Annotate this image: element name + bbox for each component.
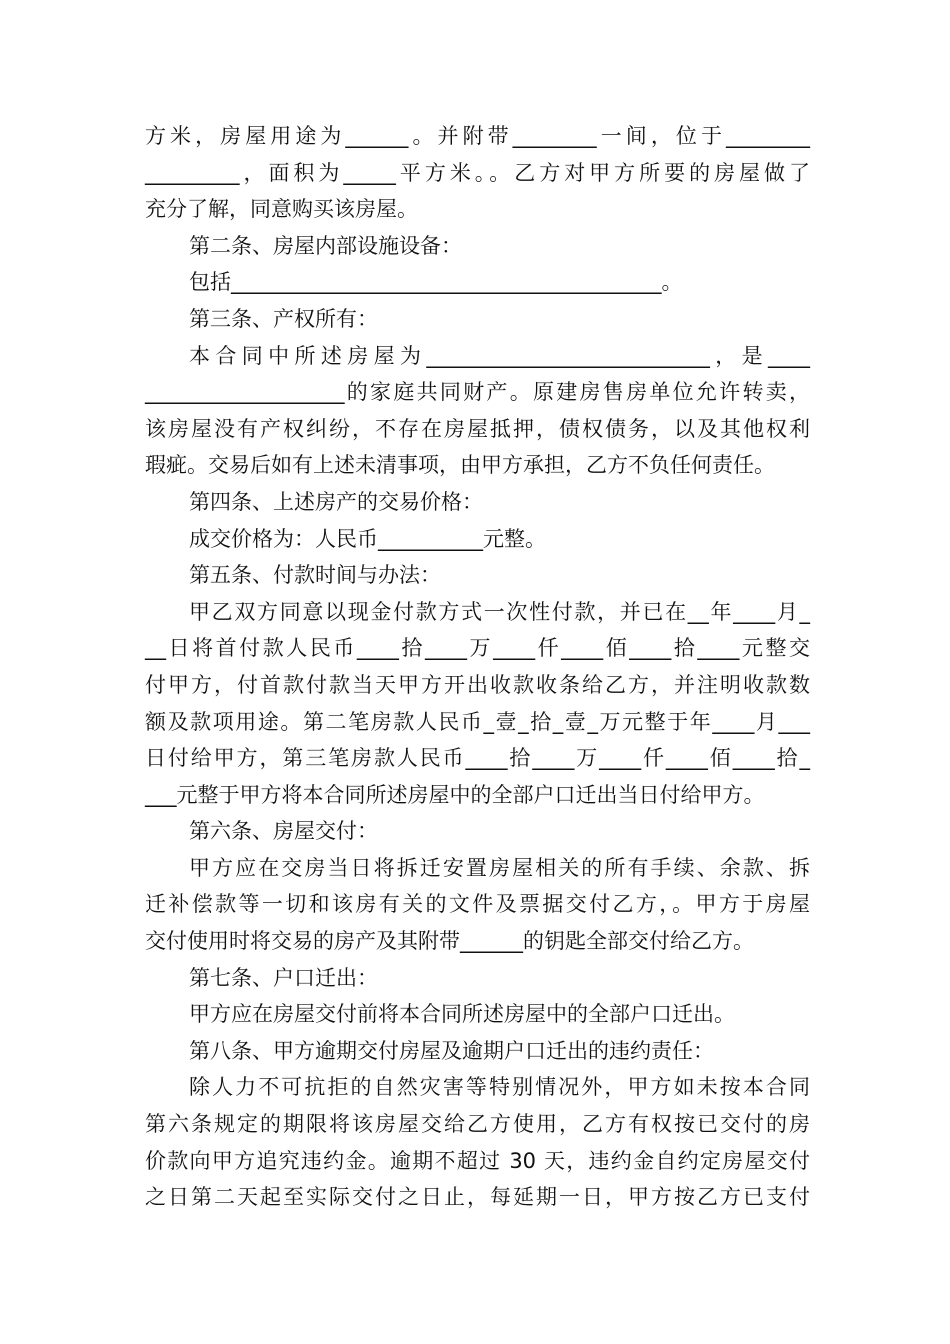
contract-page — [145, 118, 810, 1216]
text-line: __日将首付款人民币____拾____万____仟____佰____拾____元整交 — [145, 636, 810, 661]
text-line: 瑕疵。交易后如有上述未清事项，由甲方承担，乙方不负任何责任。 — [145, 453, 775, 478]
text-line: 包括_________________________________________。 — [189, 270, 683, 295]
text-line: 第八条、甲方逾期交付房屋及逾期户口迁出的违约责任： — [189, 1038, 714, 1063]
text-line: 该房屋没有产权纠纷，不存在房屋抵押，债权债务，以及其他权利 — [145, 416, 810, 441]
text-line: 额及款项用途。第二笔房款人民币_壹_拾_壹_万元整于年____月___ — [145, 709, 810, 734]
text-line: ___________________的家庭共同财产。原建房售房单位允许转卖， — [145, 380, 810, 405]
text-line: 交付使用时将交易的房产及其附带______的钥匙全部交付给乙方。 — [145, 929, 754, 954]
text-line: 充分了解，同意购买该房屋。 — [145, 197, 418, 222]
text-line: 除人力不可抗拒的自然灾害等特别情况外，甲方如未按本合同 — [189, 1075, 810, 1100]
text-line: 甲方应在房屋交付前将本合同所述房屋中的全部户口迁出。 — [189, 1002, 735, 1027]
text-line: ___元整于甲方将本合同所述房屋中的全部户口迁出当日付给甲方。 — [145, 782, 765, 807]
text-line: 成交价格为：人民币__________元整。 — [189, 526, 546, 551]
text-line: 甲乙双方同意以现金付款方式一次性付款，并已在__年____月_ — [189, 599, 810, 624]
text-line: 第六条规定的期限将该房屋交给乙方使用，乙方有权按已交付的房 — [145, 1112, 810, 1137]
text-line: 第二条、房屋内部设施设备： — [189, 233, 462, 258]
text-line: 第四条、上述房产的交易价格： — [189, 489, 483, 514]
text-line: 之日第二天起至实际交付之日止，每延期一日，甲方按乙方已支付 — [145, 1185, 810, 1210]
text-line: 付甲方，付首款付款当天甲方开出收款收条给乙方，并注明收款数 — [145, 672, 810, 697]
text-line: 本合同中所述房屋为___________________________，是____ — [189, 343, 810, 368]
text-line: 迁补偿款等一切和该房有关的文件及票据交付乙方，。甲方于房屋 — [145, 892, 810, 917]
text-line: _________，面积为_____平方米。。乙方对甲方所要的房屋做了 — [145, 160, 810, 185]
text-line: 第七条、户口迁出： — [189, 965, 378, 990]
text-line: 方米，房屋用途为______。并附带________一间，位于________ — [145, 124, 810, 148]
text-line: 甲方应在交房当日将拆迁安置房屋相关的所有手续、余款、拆 — [189, 855, 810, 880]
text-line: 日付给甲方，第三笔房款人民币____拾____万____仟____佰____拾_ — [145, 746, 810, 771]
text-line: 第五条、付款时间与办法： — [189, 563, 441, 588]
text-line: 第三条、产权所有： — [189, 306, 378, 331]
text-line: 第六条、房屋交付： — [189, 819, 378, 844]
text-line: 价款向甲方追究违约金。逾期不超过 30 天，违约金自约定房屋交付 — [145, 1148, 810, 1173]
